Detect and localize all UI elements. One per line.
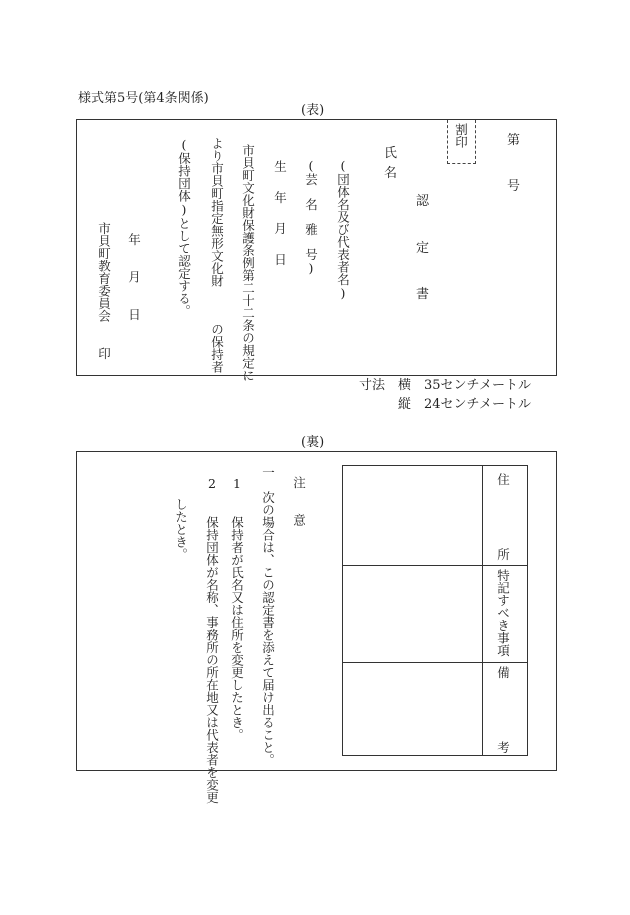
size-height: 縦 24センチメートル <box>398 397 532 412</box>
number-suffix: 号 <box>507 179 521 194</box>
back-caption: (裏) <box>301 435 325 450</box>
issuer: 市貝町教育委員会 印 <box>96 222 112 360</box>
cert-line-1: 市貝町文化財保護条例第二十二条の規定に <box>240 144 256 382</box>
notes-item-2: 2 保持団体が名称、事務所の所在地又は代表者を変更 <box>204 476 220 804</box>
notes-item-1: 1 保持者が氏名又は住所を変更したとき。 <box>229 476 245 741</box>
seal-label: 割印 <box>453 123 469 148</box>
stage-name-label: (芸 名 雅 号) <box>303 158 319 276</box>
size-width: 横 35センチメートル <box>398 378 532 393</box>
front-caption: (表) <box>301 103 325 118</box>
notes-item-2-cont: したとき。 <box>173 498 189 561</box>
name-label-char-2: 名 <box>384 166 398 181</box>
date-label: 年 月 日 <box>126 233 142 321</box>
front-frame <box>76 119 557 382</box>
number-label: 第 <box>507 133 521 148</box>
notes-heading: 注 意 <box>291 476 307 526</box>
table-label-divider <box>482 465 483 756</box>
doc-title-char-2: 定 <box>416 241 430 256</box>
doc-title-char-3: 書 <box>416 287 430 302</box>
cert-line-2a: より市貝町指定無形文化財 <box>209 137 225 287</box>
org-label: (団体名及び代表者名) <box>335 158 351 301</box>
doc-title-char-1: 認 <box>416 194 430 209</box>
table-label-remarks: 備 考 <box>495 666 511 754</box>
size-label: 寸法 <box>359 378 386 393</box>
back-frame <box>76 451 557 804</box>
birth-label: 生 年 月 日 <box>272 160 288 269</box>
cert-line-2b: の保持者 <box>209 323 225 373</box>
notes-item-main: 一 次の場合は、この認定書を添えて届け出ること。 <box>260 466 276 766</box>
table-label-address: 住 所 <box>495 473 511 561</box>
cert-line-3: (保持団体)として認定する。 <box>176 137 192 317</box>
name-label-char-1: 氏 <box>384 146 398 161</box>
form-number: 様式第5号(第4条関係) <box>78 91 209 106</box>
table-label-special: 特記すべき事項 <box>495 569 511 657</box>
